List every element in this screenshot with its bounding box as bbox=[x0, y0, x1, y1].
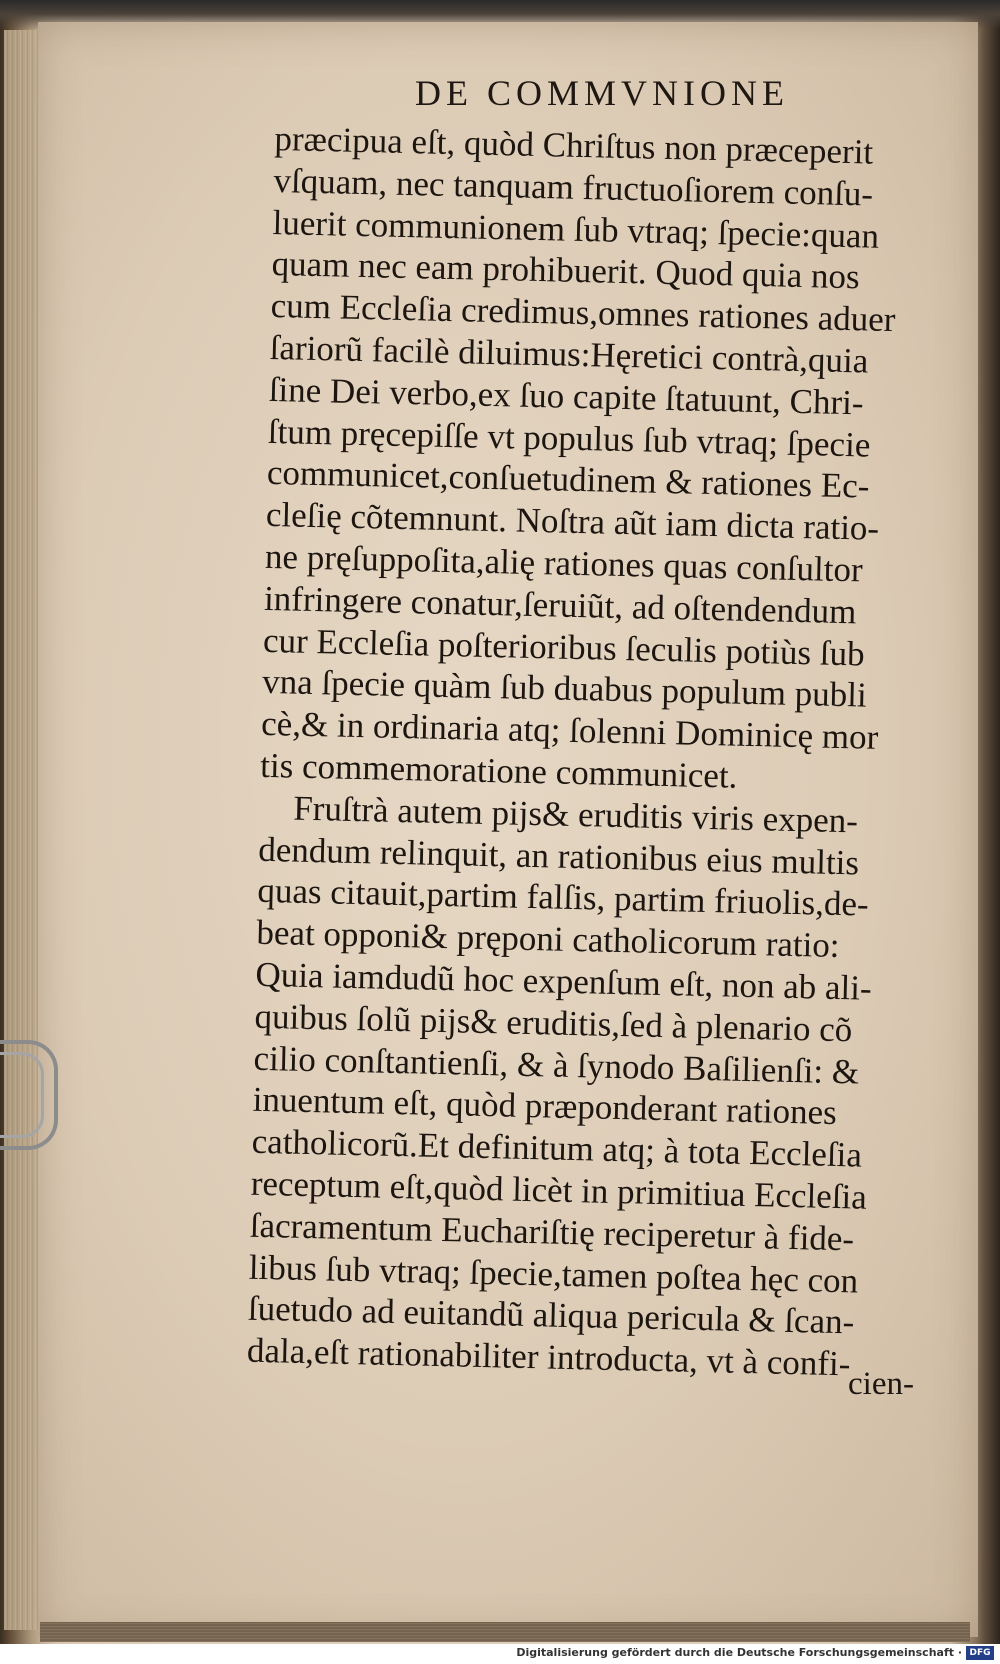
body-text bbox=[247, 118, 935, 1387]
text-line: quibus ſolũ pijs& eruditis,ſed à plenario cõ bbox=[254, 996, 853, 1050]
paragraph-first-line: Fruſtrà autem pijs& eruditis viris expen- bbox=[292, 788, 859, 841]
dfg-logo-icon: DFG bbox=[966, 1646, 994, 1660]
text-line: inuentum eſt, quòd præponderant rationes bbox=[252, 1080, 838, 1133]
text-line: ſacramentum Euchariſtię reciperetur à fide- bbox=[249, 1205, 855, 1259]
text-line: communicet,conſuetudinem & rationes Ec- bbox=[266, 453, 870, 506]
facing-page-bleed bbox=[985, 70, 999, 1610]
text-line: dendum relinquit, an rationibus eius multis bbox=[257, 829, 860, 882]
text-line: beat opponi& pręponi catholicorum ratio: bbox=[256, 912, 840, 966]
text-line: quas citauit,partim falſis, partim friuolis,de- bbox=[257, 871, 870, 925]
book-bottom-edge bbox=[40, 1622, 970, 1642]
catchword: cien- bbox=[848, 1366, 914, 1402]
text-line: præcipua eſt, quòd Chriſtus non præceperit bbox=[274, 118, 874, 172]
text-line: catholicorũ.Et definitum atq; à tota Eccleſia bbox=[251, 1121, 863, 1175]
page-clip-inner-icon bbox=[0, 1052, 44, 1138]
text-line: dala,eſt rationabiliter introducta, vt à confi- bbox=[246, 1330, 851, 1384]
text-line: quam nec eam prohibuerit. Quod quia nos bbox=[271, 244, 861, 297]
digitization-footer bbox=[0, 1644, 1000, 1664]
text-line: luerit communionem ſub vtraq; ſpecie:quan bbox=[272, 202, 880, 256]
text-line: cum Eccleſia credimus,omnes rationes aduer bbox=[270, 286, 896, 340]
text-line: infringere conatur,ſeruiũt, ad oſtendendum bbox=[263, 578, 857, 632]
text-line: ne pręſuppoſita,alię rationes quas conſultor bbox=[264, 536, 864, 590]
text-line: ſtum pręcepiſſe vt populus ſub vtraq; ſpecie bbox=[267, 411, 871, 465]
text-line: ſariorũ facilè diluimus:Hęretici contrà,quia bbox=[269, 327, 869, 381]
text-line: vna ſpecie quàm ſub duabus populum publi bbox=[261, 662, 868, 715]
text-line: Quia iamdudũ hoc expenſum eſt, non ab ali- bbox=[255, 954, 873, 1008]
text-line: cilio conſtantienſi, & à ſynodo Baſilienſi: & bbox=[253, 1038, 860, 1092]
text-line: cur Eccleſia poſterioribus ſeculis potiùs ſub bbox=[262, 620, 866, 674]
book-page-edges bbox=[4, 30, 38, 1630]
text-line: libus ſub vtraq; ſpecie,tamen poſtea hęc con bbox=[248, 1247, 859, 1301]
text-line: cleſię cõtemnunt. Noſtra aũt iam dicta ratio- bbox=[265, 495, 880, 548]
text-line: tis commemoratione communicet. bbox=[259, 745, 738, 796]
text-line: ſine Dei verbo,ex ſuo capite ſtatuunt, Chri- bbox=[268, 369, 864, 423]
running-head: DE COMMVNIONE bbox=[415, 73, 789, 113]
text-line: vſquam, nec tanquam fructuoſiorem conſu- bbox=[273, 160, 874, 214]
text-line: receptum eſt,quòd licèt in primitiua Eccleſia bbox=[250, 1163, 868, 1217]
footer-credit: Digitalisierung gefördert durch die Deutsche Forschungsgemeinschaft · bbox=[516, 1646, 962, 1659]
text-line: cè,& in ordinaria atq; ſolenni Dominicę mor bbox=[260, 704, 879, 757]
text-line: ſuetudo ad euitandũ aliqua pericula & ſcan- bbox=[247, 1289, 855, 1342]
